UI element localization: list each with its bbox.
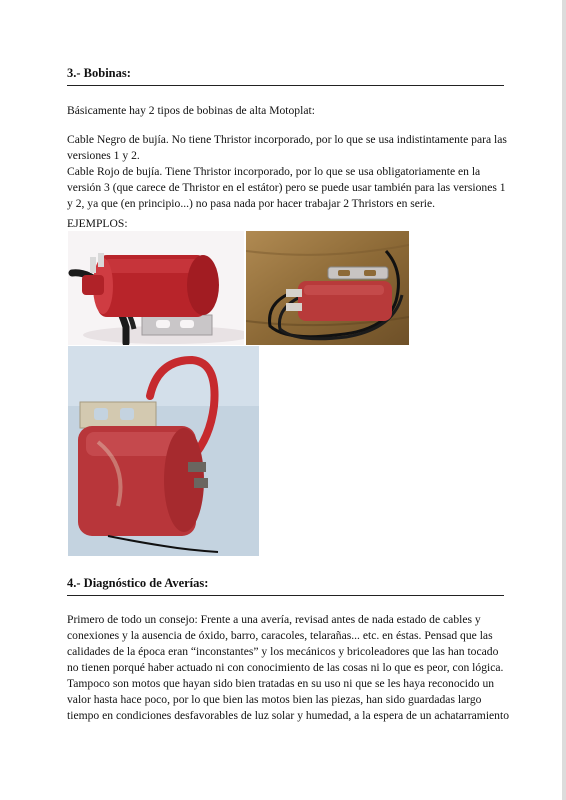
section-4-line: Primero de todo un consejo: Frente a una avería, revisad antes de nada estado de cables y (67, 613, 481, 626)
section-3-body (67, 132, 512, 212)
section-4-body (67, 612, 512, 724)
section-3-rule (67, 85, 504, 86)
section-4-heading: 4.- Diagnóstico de Averías: (67, 576, 209, 590)
photo-red-coil-on-table (246, 231, 409, 345)
black-cable-line-2: versiones 1 y 2. (67, 149, 140, 162)
section-4-rule (67, 595, 504, 596)
red-cable-line-2: versión 3 (que carece de Thristor en el estátor) pero se puede usar también para las versiones 1 (67, 181, 506, 194)
section-4-line: tiempo en condiciones desfavorables de luz solar y humedad, a la espera de un achatarramiento (67, 709, 509, 722)
section-4-line: calidades de la época eran “inconstantes” y los mecánicos y bricoleadores que las han tocado (67, 645, 499, 658)
black-cable-line-1: Cable Negro de bujía. No tiene Thristor incorporado, por lo que se usa indistintamente para las (67, 133, 507, 146)
intro-text: Básicamente hay 2 tipos de bobinas de alta Motoplat: (67, 104, 315, 117)
page-edge (562, 0, 566, 800)
section-3-heading: 3.- Bobinas: (67, 66, 131, 80)
section-4-line: valor hasta hace poco, por lo que bien las motos bien las piezas, han sido guardadas largo (67, 693, 482, 706)
photo-red-cable-coil (68, 346, 259, 556)
section-4-line: Tampoco son motos que hayan sido bien tratadas en su uso ni que se les haya reconocido un (67, 677, 495, 690)
section-3-intro (67, 103, 512, 119)
photo-black-cable-coil (68, 231, 244, 345)
red-coil-table-image (246, 231, 409, 345)
black-cable-coil-image (68, 231, 244, 345)
red-cable-coil-image (68, 346, 259, 556)
section-4-line: conexiones y la ausencia de óxido, barro, caracoles, telarañas... etc. en éstas. Pensad que las (67, 629, 493, 642)
examples-label: EJEMPLOS: (67, 217, 128, 230)
red-cable-line-1: Cable Rojo de bujía. Tiene Thristor incorporado, por lo que se usa obligatoriamente en la (67, 165, 481, 178)
red-cable-line-3: y 2, ya que (en principio...) no pasa nada por hacer trabajar 2 Thristors en serie. (67, 197, 436, 210)
section-4-line: no tienen porqué haber actuado ni con conocimiento de las cosas ni lo que es peor, con lógica. (67, 661, 504, 674)
